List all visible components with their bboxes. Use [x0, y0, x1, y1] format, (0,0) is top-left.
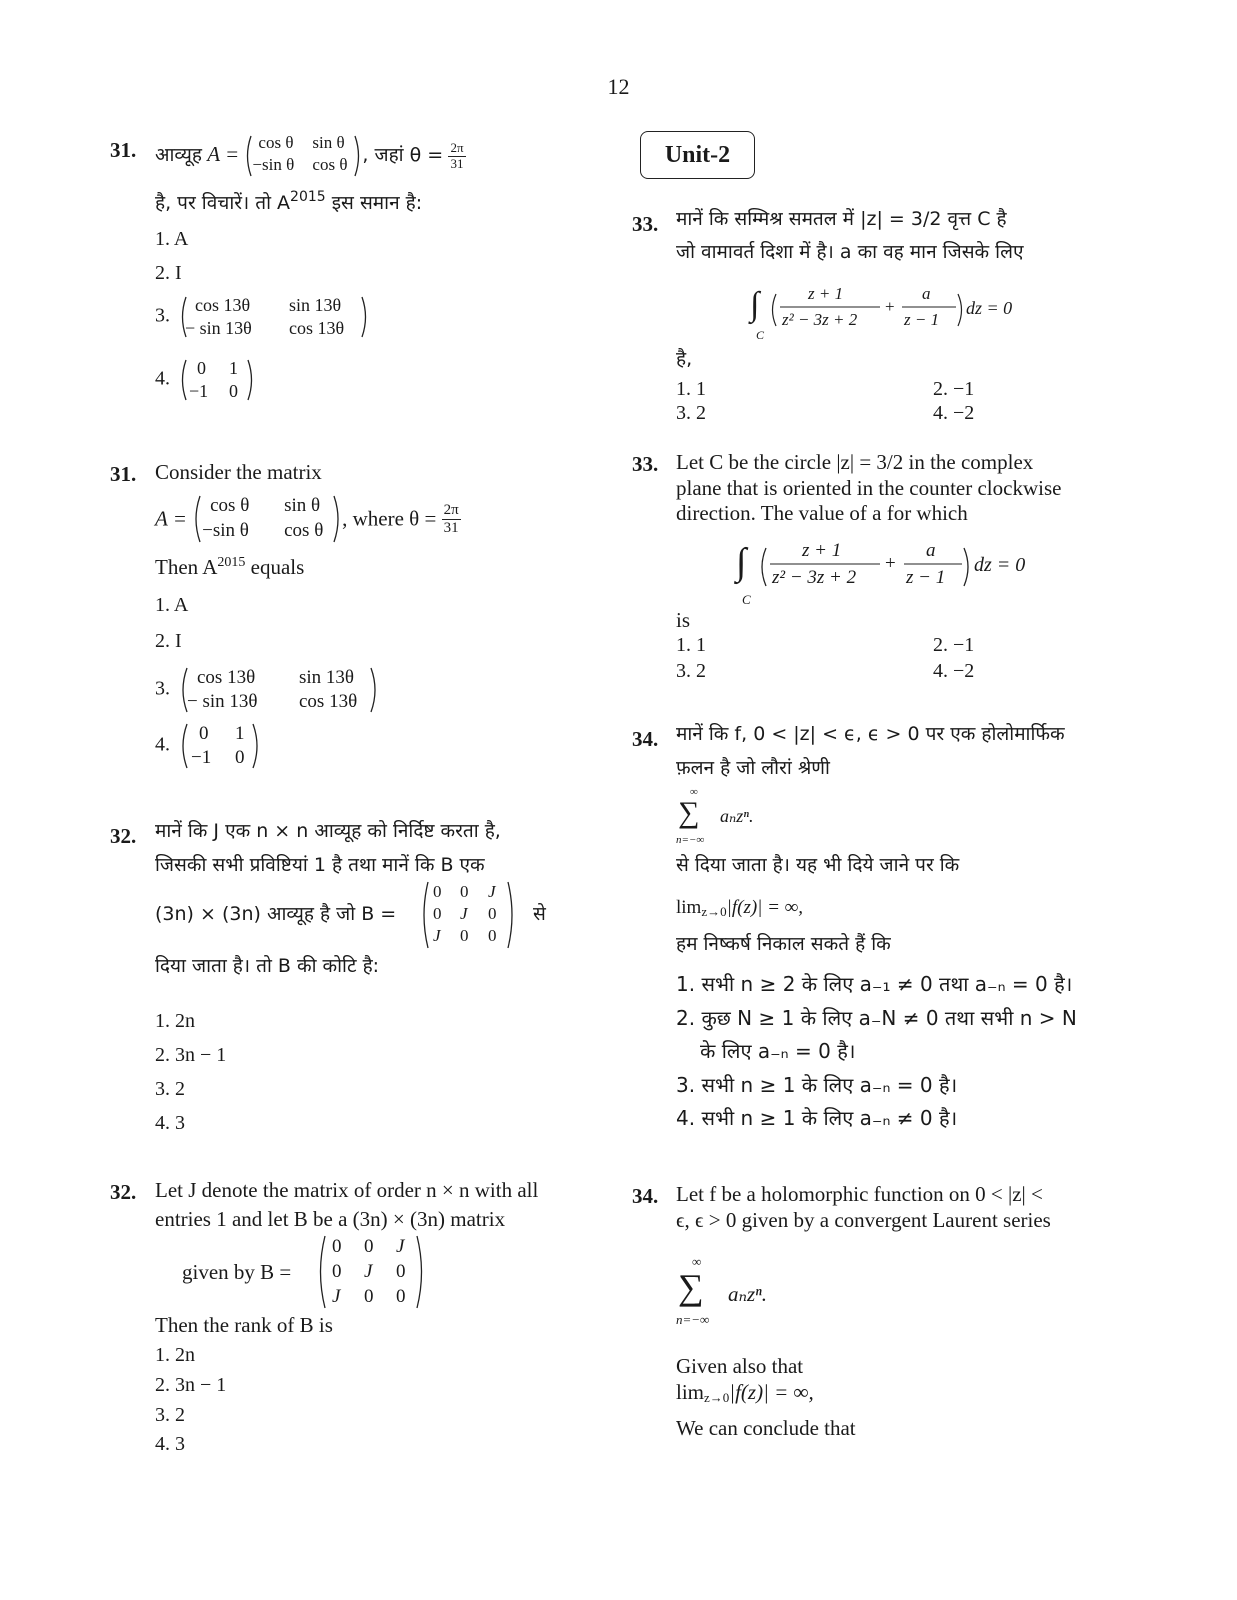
matrix-b: 0 0 J 0 J 0 J 0 0 [316, 1234, 426, 1310]
matrix: cos θ sin θ −sin θ cos θ [244, 134, 362, 178]
matrix: cos 13θ sin 13θ − sin 13θ cos 13θ [179, 295, 369, 339]
question-text: Let C be the circle |z| = 3/2 in the complex [676, 450, 1034, 474]
option-3: 3. cos 13θ sin 13θ − sin 13θ cos 13θ [155, 295, 369, 339]
question-text: Then the rank of B is [155, 1313, 333, 1337]
question-text: हम निष्कर्ष निकाल सकते हैं कि [676, 933, 891, 955]
option-2: 2. I [155, 262, 182, 284]
question-text: मानें कि J एक n × n आव्यूह को निर्दिष्ट करता है, [155, 820, 501, 842]
option-3: 3. सभी n ≥ 1 के लिए a₋ₙ = 0 है। [676, 1073, 958, 1097]
question-text: से [533, 903, 546, 925]
question-text: (3n) × (3n) आव्यूह है जो B = [155, 903, 397, 925]
integral-sign: ∫ [750, 286, 760, 323]
option-4: 4. 0 1 −1 0 [155, 722, 261, 770]
question-number: 34. [632, 1184, 659, 1208]
option-4: 4. सभी n ≥ 1 के लिए a₋ₙ ≠ 0 है। [676, 1106, 958, 1130]
question-text: फ़लन है जो लौरां श्रेणी [676, 757, 830, 779]
option-2: 2. 3n − 1 [155, 1374, 227, 1396]
limit-expression: $\lim_{z\to 0}|f(z)|$ = ∞, [676, 1380, 814, 1405]
question-text: Then $A^{2015}$ equals [155, 555, 305, 579]
option-1: 1. 2n [155, 1010, 195, 1032]
question-number: 34. [632, 727, 659, 751]
question-text: Let J denote the matrix of order n × n with all [155, 1178, 539, 1202]
option-2: 2. −1 [933, 378, 975, 400]
option-1: 1. A [155, 594, 189, 616]
option-1: 1. 1 [676, 634, 706, 656]
option-1: 1. सभी n ≥ 2 के लिए a₋₁ ≠ 0 तथा a₋ₙ = 0 है। [676, 972, 1073, 996]
integral-equation: ∫ C z + 1 z² − 3z + 2 + a z − 1 dz = 0 [750, 284, 1013, 342]
question-text: plane that is oriented in the counter clockwise [676, 476, 1062, 500]
option-2-continued: के लिए a₋ₙ = 0 है। [700, 1039, 856, 1063]
option-3: 3. 2 [676, 660, 706, 682]
sigma-sign: ∑ [678, 1267, 704, 1307]
matrix-b: 0 0 J 0 J 0 J 0 0 [420, 880, 516, 950]
matrix: 0 1 −1 0 [179, 358, 255, 402]
question-text: मानें कि सम्मिश्र समतल में |z| = 3/2 वृत्त C है [676, 208, 1007, 230]
question-text: direction. The value of a for which [676, 501, 968, 525]
limit-expression: $\lim_{z\to 0}|f(z)|$ = ∞, [676, 897, 804, 919]
option-2: 2. −1 [933, 634, 975, 656]
option-4: 4. −2 [933, 660, 975, 682]
option-4: 4. 3 [155, 1112, 185, 1134]
question-text: जिसकी सभी प्रविष्टियां 1 है तथा मानें कि B एक [155, 854, 485, 876]
matrix: 0 1 −1 0 [179, 722, 261, 770]
fraction: $\frac{2\pi}{31}$ [450, 140, 464, 171]
question-number: 32. [110, 1180, 137, 1204]
question-number: 31. [110, 462, 137, 486]
question-text: Let f be a holomorphic function on 0 < |z| < [676, 1182, 1043, 1206]
question-text: entries 1 and let B be a (3n) × (3n) matrix [155, 1207, 506, 1231]
question-text: आव्यूह A = cos θ sin θ −sin θ cos θ , जहां θ = $\frac{2\pi}{31}$ [155, 134, 466, 178]
page-number: 12 [607, 74, 630, 99]
question-text: दिया जाता है। तो B की कोटि है: [155, 955, 380, 977]
question-text: मानें कि f, 0 < |z| < ϵ, ϵ > 0 पर एक होलोमार्फिक [676, 723, 1065, 745]
question-number: 32. [110, 824, 137, 848]
matrix: cos 13θ sin 13θ − sin 13θ cos 13θ [179, 666, 379, 714]
matrix: cos θ sin θ −sin θ cos θ [192, 494, 342, 544]
laurent-series-sum: ∞ ∑ n=−∞ aₙzⁿ. [676, 786, 754, 846]
integral-sign: ∫ [736, 541, 747, 583]
question-text: Given also that [676, 1354, 804, 1378]
option-2: 2. कुछ N ≥ 1 के लिए a₋N ≠ 0 तथा सभी n > N [676, 1006, 1077, 1030]
equation: A = cos θ sin θ −sin θ cos θ , where θ = $\frac{2\pi}{31}$ [155, 494, 461, 544]
option-4: 4. 3 [155, 1433, 185, 1455]
sigma-sign: ∑ [678, 796, 700, 829]
question-text: जो वामावर्त दिशा में है। a का वह मान जिसके लिए [676, 241, 1024, 263]
question-text: है, पर विचारें। तो $A^{2015}$ इस समान है: [155, 189, 423, 214]
option-3: 3. 2 [155, 1404, 185, 1426]
question-text: ϵ, ϵ > 0 given by a convergent Laurent series [676, 1208, 1051, 1232]
option-3: 3. 2 [676, 402, 706, 424]
option-2: 2. 3n − 1 [155, 1044, 227, 1066]
question-text: given by B = [182, 1260, 292, 1284]
option-4: 4. −2 [933, 402, 975, 424]
unit-heading: Unit-2 [640, 131, 755, 179]
question-number: 33. [632, 212, 659, 236]
integral-equation: ∫ C z + 1 z² − 3z + 2 + a z − 1 dz = 0 [736, 540, 1026, 607]
laurent-series-sum: ∞ ∑ n=−∞ aₙzⁿ. [676, 1254, 768, 1327]
question-text: है, [676, 348, 693, 370]
fraction: $\frac{2\pi}{31}$ [443, 502, 459, 536]
option-3: 3. 2 [155, 1078, 185, 1100]
option-1: 1. 2n [155, 1344, 195, 1366]
option-1: 1. 1 [676, 378, 706, 400]
option-1: 1. A [155, 228, 189, 250]
question-text: We can conclude that [676, 1416, 856, 1440]
question-text: Consider the matrix [155, 460, 322, 484]
question-number: 33. [632, 452, 659, 476]
question-text: is [676, 608, 691, 632]
option-4: 4. 0 1 −1 0 [155, 358, 255, 402]
question-text: से दिया जाता है। यह भी दिये जाने पर कि [676, 854, 960, 876]
question-number: 31. [110, 138, 137, 162]
option-2: 2. I [155, 630, 182, 652]
option-3: 3. cos 13θ sin 13θ − sin 13θ cos 13θ [155, 666, 379, 714]
